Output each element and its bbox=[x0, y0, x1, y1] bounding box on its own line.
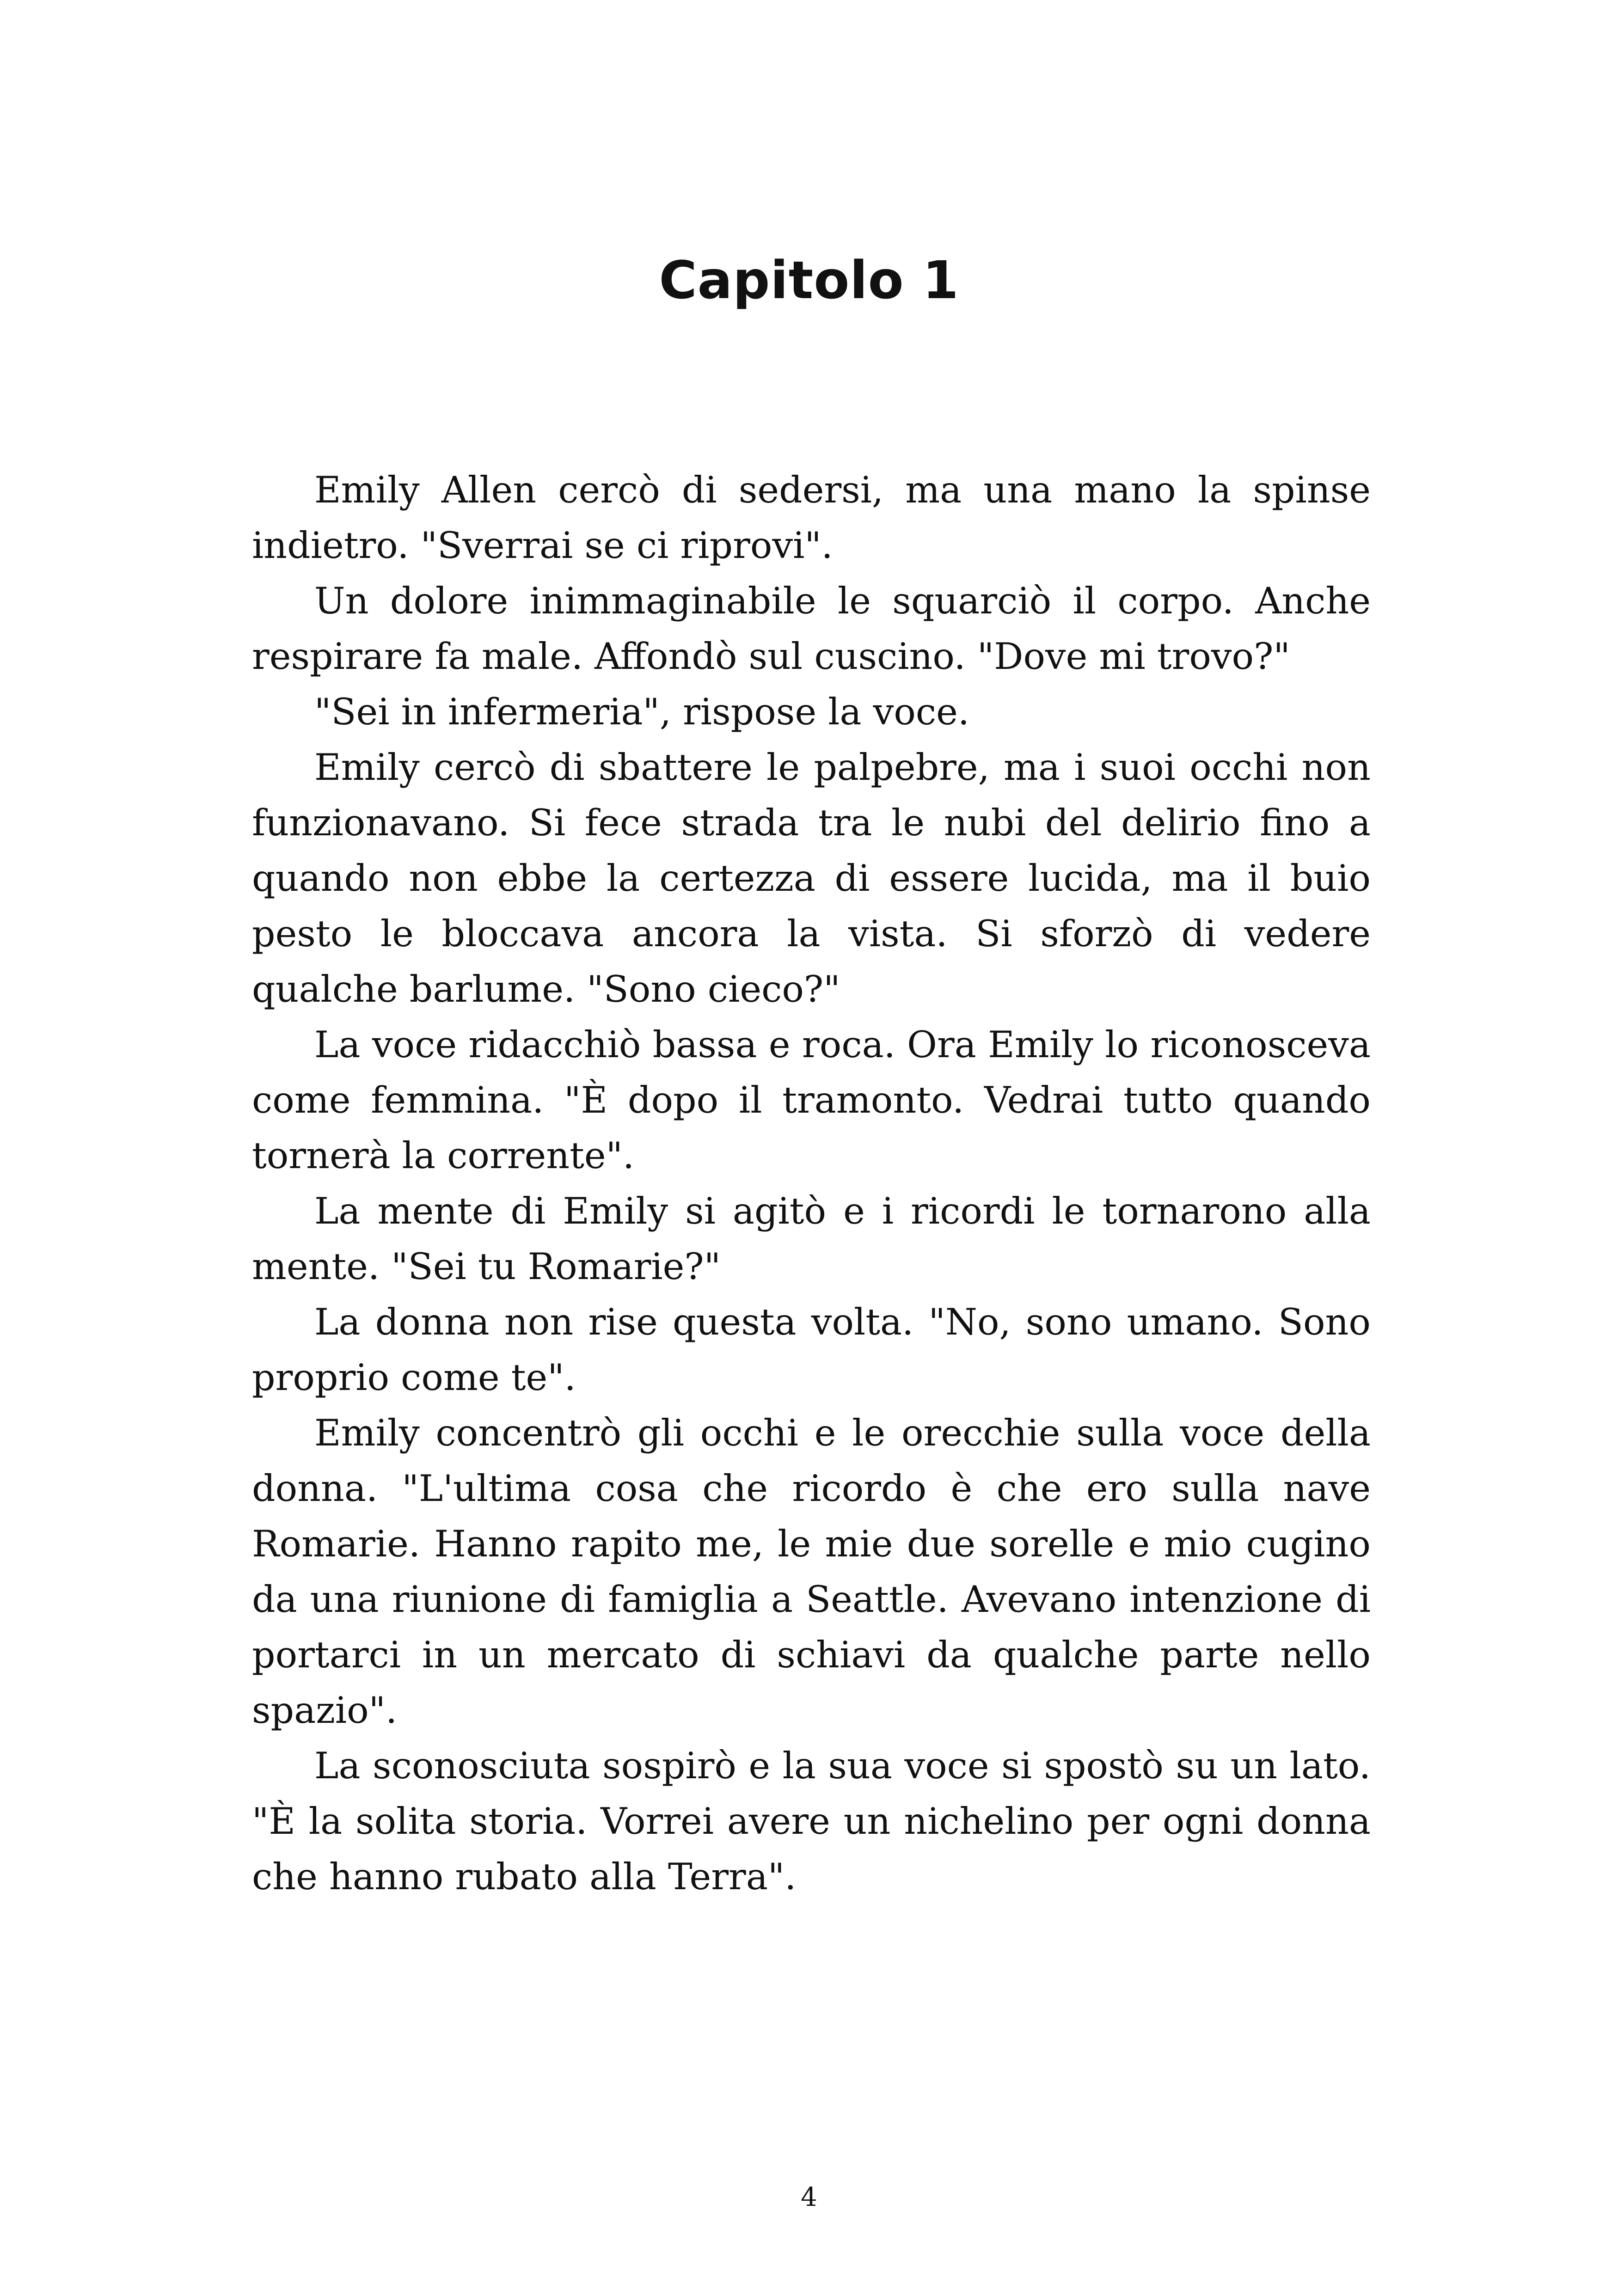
paragraph: "Sei in infermeria", rispose la voce. bbox=[314, 691, 969, 733]
chapter-body bbox=[252, 462, 1371, 1904]
page-number: 4 bbox=[801, 2182, 817, 2212]
paragraph: La sconosciuta sospirò e la sua voce si spostò su un lato. "È la solita storia. Vorrei avere un nichelino per ogni donna che hanno rubato alla Terra". bbox=[252, 1745, 1371, 1898]
paragraph: Emily Allen cercò di sedersi, ma una mano la spinse indietro. "Sverrai se ci riprovi". bbox=[252, 469, 1371, 567]
chapter-title: Capitolo 1 bbox=[659, 251, 959, 311]
paragraph: Un dolore inimmaginabile le squarciò il corpo. Anche respirare fa male. Affondò sul cuscino. "Dove mi trovo?" bbox=[252, 580, 1371, 678]
paragraph: La donna non rise questa volta. "No, sono umano. Sono proprio come te". bbox=[252, 1301, 1371, 1399]
paragraph: La voce ridacchiò bassa e roca. Ora Emily lo riconosceva come femmina. "È dopo il tramonto. Vedrai tutto quando tornerà la corrente". bbox=[252, 1023, 1371, 1177]
paragraph: Emily cercò di sbattere le palpebre, ma i suoi occhi non funzionavano. Si fece strada tra le nubi del delirio fino a quando non ebbe la certezza di essere lucida, ma il buio pesto le bloccava ancora la vista. Si sforzò di vedere qualche barlume. "Sono cieco?" bbox=[252, 746, 1371, 1010]
paragraph: La mente di Emily si agitò e i ricordi le tornarono alla mente. "Sei tu Romarie?" bbox=[252, 1190, 1371, 1288]
paragraph: Emily concentrò gli occhi e le orecchie sulla voce della donna. "L'ultima cosa che ricordo è che ero sulla nave Romarie. Hanno rapito me, le mie due sorelle e mio cugino da una riunione di famiglia a Seattle. Avevano intenzione di portarci in un mercato di schiavi da qualche parte nello spazio". bbox=[252, 1412, 1371, 1732]
